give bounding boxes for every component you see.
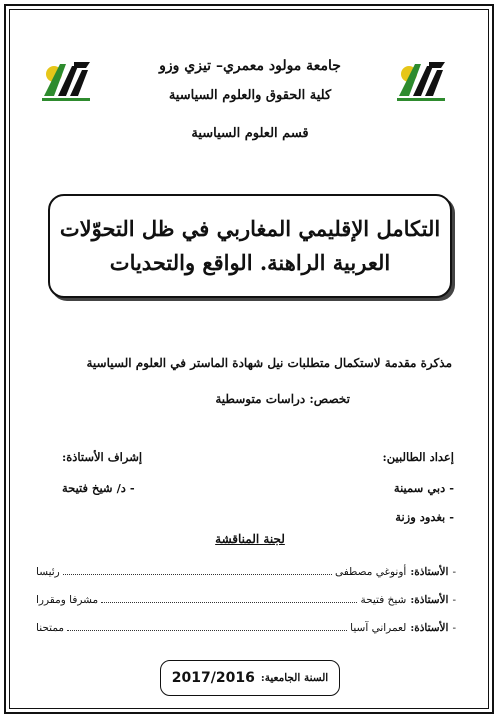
university-logo-left bbox=[40, 56, 92, 104]
specialty: تخصص: دراسات متوسطية bbox=[215, 392, 350, 406]
thesis-title-line-2: العربية الراهنة. الواقع والتحديات bbox=[109, 250, 391, 275]
academic-year-value: 2017/2016 bbox=[171, 670, 255, 686]
member-name: أونوغي مصطفى bbox=[334, 566, 407, 578]
member-name: شيخ فتيحة bbox=[360, 594, 407, 606]
list-dash: - bbox=[452, 594, 456, 606]
memo-description: مذكرة مقدمة لاستكمال متطلبات نيل شهادة الماستر في العلوم السياسية bbox=[86, 356, 452, 370]
dotted-leader bbox=[63, 566, 332, 575]
member-title: الأستاذة: bbox=[410, 594, 449, 606]
dotted-leader bbox=[67, 622, 347, 631]
university-logo-right bbox=[395, 56, 447, 104]
committee-member-row bbox=[36, 594, 456, 606]
students-label: إعداد الطالبين: bbox=[382, 450, 454, 464]
list-dash: - bbox=[452, 622, 456, 634]
faculty-name: كلية الحقوق والعلوم السياسية bbox=[168, 88, 332, 103]
member-title: الأستاذة: bbox=[410, 566, 449, 578]
member-name: لعمراني آسيا bbox=[350, 622, 407, 634]
academic-year-box bbox=[160, 660, 340, 696]
list-dash: - bbox=[452, 566, 456, 578]
student-name-1: - دبي سمينة bbox=[393, 481, 454, 495]
committee-member-row bbox=[36, 566, 456, 578]
department-name: قسم العلوم السياسية bbox=[191, 126, 309, 141]
member-role: مشرفا ومقررا bbox=[36, 594, 99, 606]
thesis-title-box bbox=[48, 194, 452, 298]
committee-title: لجنة المناقشة bbox=[215, 532, 285, 546]
member-role: ممتحنا bbox=[36, 622, 65, 634]
academic-year-label: السنة الجامعية: bbox=[260, 672, 329, 684]
thesis-title-line-1: التكامل الإقليمي المغاربي في ظل التحوّلات bbox=[59, 216, 441, 241]
university-name: جامعة مولود معمري– تيزي وزو bbox=[159, 58, 341, 74]
student-name-2: - بغدود وزنة bbox=[395, 510, 454, 524]
member-role: رئيسا bbox=[36, 566, 60, 578]
supervisor-name: - د/ شيخ فتيحة bbox=[62, 481, 135, 495]
supervisor-label: إشراف الأستاذة: bbox=[62, 450, 143, 464]
member-title: الأستاذة: bbox=[410, 622, 449, 634]
dotted-leader bbox=[101, 594, 357, 603]
committee-member-row bbox=[36, 622, 456, 634]
